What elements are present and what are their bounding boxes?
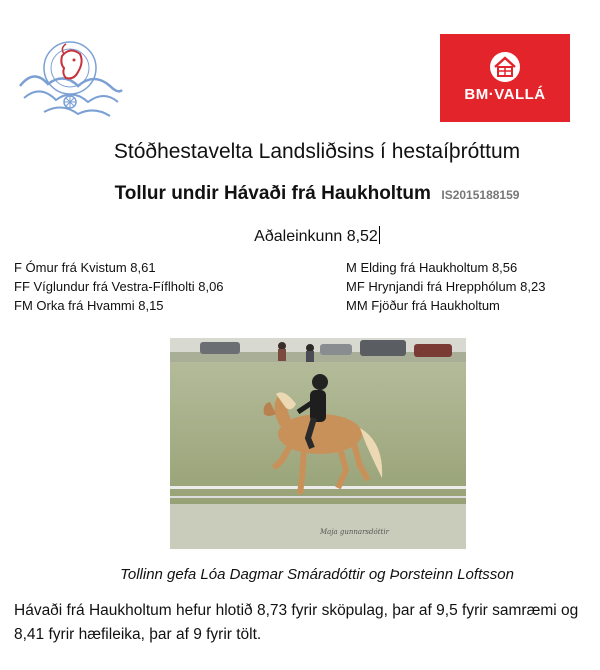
pedigree-dam-side (346, 258, 545, 315)
horse-photo (170, 338, 466, 549)
horse-rider-image (170, 338, 466, 549)
sponsor-name: BM·VALLÁ (464, 86, 546, 103)
pedigree-sire: F Ómur frá Kvistum 8,61 (14, 260, 156, 275)
landssamband-logo (14, 28, 126, 124)
sponsor-logo (440, 34, 570, 122)
pedigree-dam: M Elding frá Haukholtum 8,56 (346, 260, 518, 275)
house-circle-icon (440, 34, 570, 122)
photo-signature: Maja gunnarsdóttir (320, 528, 389, 536)
horse-head-icon (14, 28, 126, 124)
total-score (0, 226, 600, 246)
pedigree-sire-dam: FM Orka frá Hvammi 8,15 (14, 298, 164, 313)
pedigree-sire-side (14, 258, 224, 315)
pedigree-dam-dam: MM Fjöður frá Haukholtum (346, 298, 500, 313)
horse-name: Tollur undir Hávaði frá Haukholtum (114, 183, 431, 204)
pedigree-dam-sire: MF Hrynjandi frá Hrepphólum 8,23 (346, 279, 546, 294)
horse-description: Hávaði frá Haukholtum hefur hlotið 8,73 fyrir sköpulag, þar af 9,5 fyrir samræmi og 8,41 fyrir hæfileika, þar af 9 fyrir tölt. (14, 602, 579, 643)
text-caret (379, 226, 380, 244)
total-score-text: Aðaleinkunn 8,52 (254, 228, 378, 245)
pedigree-sire-sire: FF Víglundur frá Vestra-Fíflholti 8,06 (14, 279, 224, 294)
photo-caption: Tollinn gefa Lóa Dagmar Smáradóttir og Þorsteinn Loftsson (120, 566, 514, 583)
horse-id: IS2015188159 (441, 188, 520, 202)
horse-heading (0, 183, 600, 205)
page-title: Stóðhestavelta Landsliðsins í hestaíþróttum (113, 140, 521, 163)
